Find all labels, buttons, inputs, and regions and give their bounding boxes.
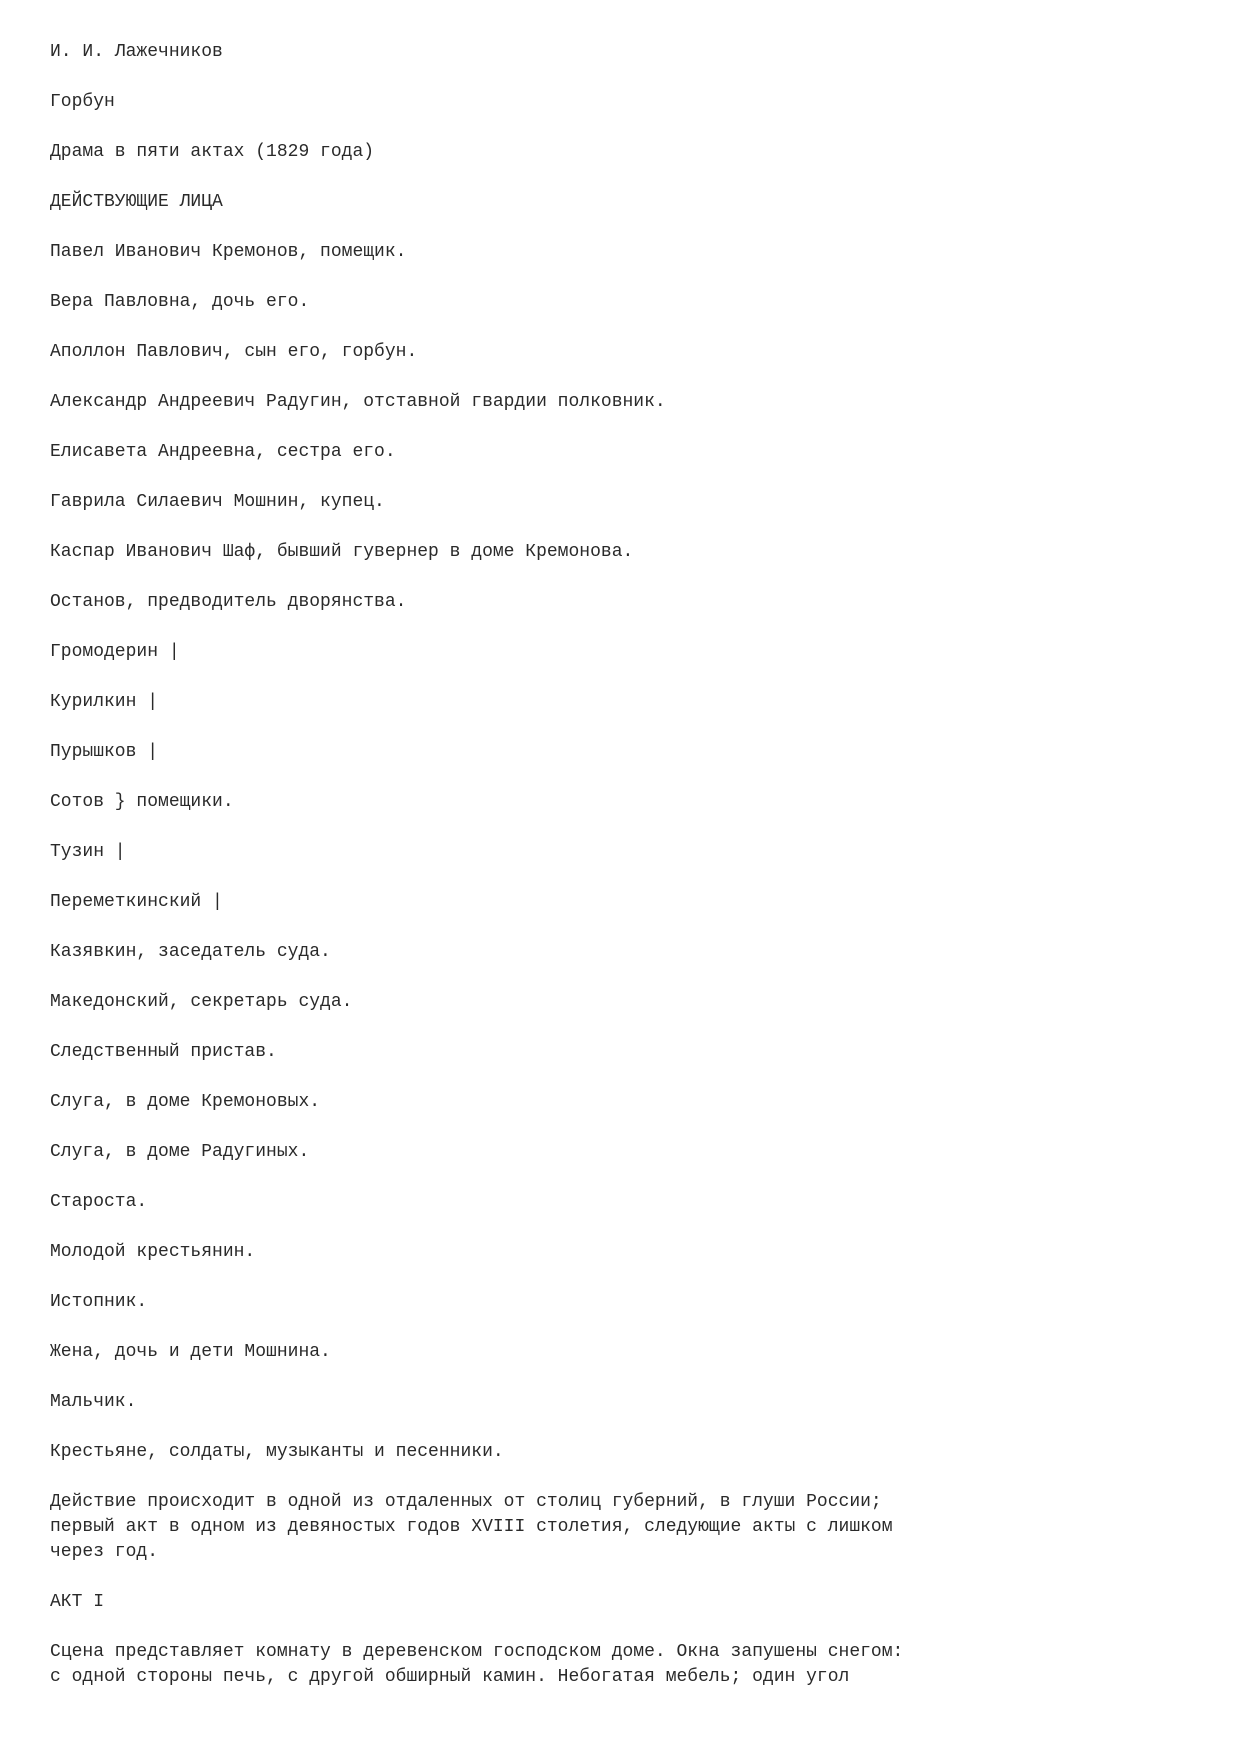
scene-paragraph: Сцена представляет комнату в деревенском господском доме. Окна запушены снегом: с одной стороны печь, с другой обширный камин. Небогатая мебель; один угол	[50, 1642, 904, 1687]
play-subtitle: Драма в пяти актах (1829 года)	[50, 142, 375, 162]
author-line: И. И. Лажечников	[50, 42, 223, 62]
cast-item: Староста.	[50, 1192, 148, 1212]
cast-item: Македонский, секретарь суда.	[50, 992, 353, 1012]
cast-item: Следственный пристав.	[50, 1042, 277, 1062]
cast-list	[50, 240, 1200, 1465]
cast-item: Тузин |	[50, 842, 126, 862]
act-heading: АКТ I	[50, 1592, 105, 1612]
cast-item: Мальчик.	[50, 1392, 137, 1412]
cast-item: Пурышков |	[50, 742, 159, 762]
cast-item: Крестьяне, солдаты, музыканты и песенники.	[50, 1442, 504, 1462]
cast-item: Курилкин |	[50, 692, 159, 712]
cast-item: Александр Андреевич Радугин, отставной гвардии полковник.	[50, 392, 666, 412]
cast-item: Аполлон Павлович, сын его, горбун.	[50, 342, 418, 362]
cast-item: Вера Павловна, дочь его.	[50, 292, 310, 312]
cast-item: Молодой крестьянин.	[50, 1242, 256, 1262]
cast-item: Останов, предводитель дворянства.	[50, 592, 407, 612]
cast-item: Казявкин, заседатель суда.	[50, 942, 331, 962]
document-page	[50, 40, 1200, 1715]
cast-item: Елисавета Андреевна, сестра его.	[50, 442, 396, 462]
cast-item: Сотов } помещики.	[50, 792, 234, 812]
cast-heading: ДЕЙСТВУЮЩИЕ ЛИЦА	[50, 192, 223, 212]
cast-item: Слуга, в доме Радугиных.	[50, 1142, 310, 1162]
cast-item: Каспар Иванович Шаф, бывший гувернер в доме Кремонова.	[50, 542, 634, 562]
cast-item: Громодерин |	[50, 642, 180, 662]
cast-item: Истопник.	[50, 1292, 148, 1312]
cast-item: Павел Иванович Кремонов, помещик.	[50, 242, 407, 262]
cast-item: Переметкинский |	[50, 892, 223, 912]
cast-item: Слуга, в доме Кремоновых.	[50, 1092, 321, 1112]
cast-item: Жена, дочь и дети Мошнина.	[50, 1342, 331, 1362]
play-title: Горбун	[50, 92, 115, 112]
setting-paragraph: Действие происходит в одной из отдаленных от столиц губерний, в глуши России; первый акт в одном из девяностых годов XVIII столетия, следующие акты с лишком через год.	[50, 1492, 893, 1562]
cast-item: Гаврила Силаевич Мошнин, купец.	[50, 492, 385, 512]
